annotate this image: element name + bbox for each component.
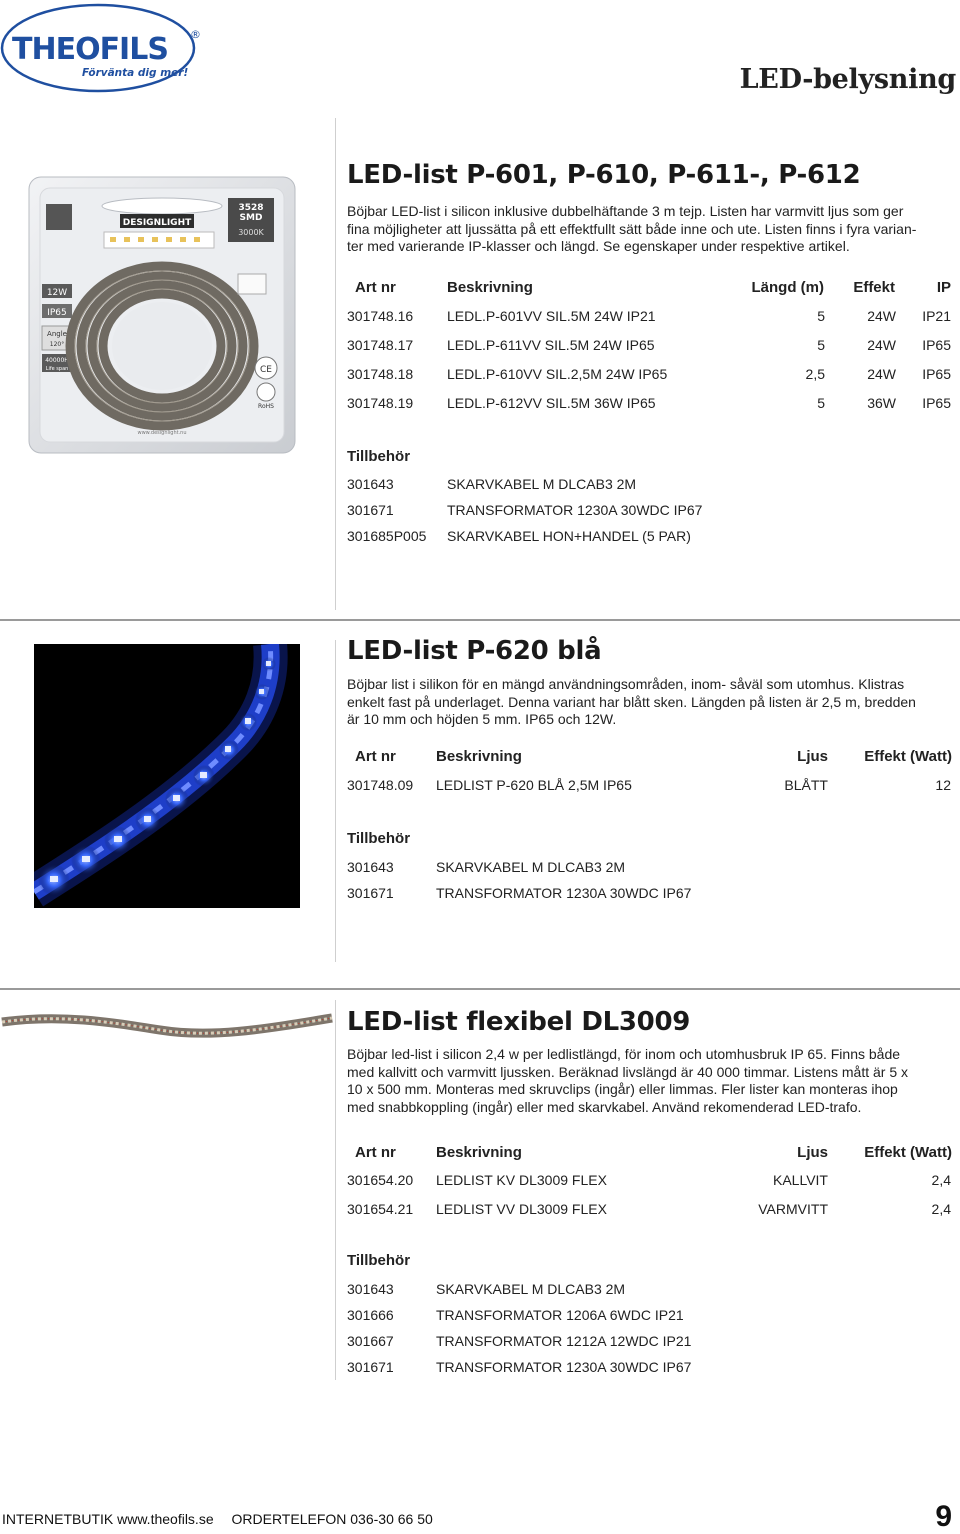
col-header-art: Art nr: [355, 279, 396, 296]
section-description: Böjbar list i silikon för en mängd användningsområden, inom- såväl som utomhus. Klistras enkelt fast på underlaget. Denna variant har blått sken. Längden på listen är 2,5 m, bredden är 10 mm och höjden 5 mm. IP65 och 12W.: [347, 676, 916, 727]
col-header-desc: Beskrivning: [436, 748, 522, 765]
flexible-led-strip-image: [0, 1000, 335, 1060]
svg-text:120°: 120°: [49, 341, 65, 348]
svg-text:3000K: 3000K: [238, 228, 264, 237]
svg-text:CE: CE: [260, 365, 272, 375]
col-header-length: Längd (m): [751, 279, 824, 296]
column-divider: [335, 640, 336, 962]
accessories-title: Tillbehör: [347, 448, 411, 465]
footer-phone: ORDERTELEFON 036-30 66 50: [231, 1511, 433, 1527]
blue-led-strip-image: [34, 644, 300, 908]
col-header-effect: Effekt: [853, 279, 895, 296]
section-description: Böjbar LED-list i silicon inklusive dubbelhäftande 3 m tejp. Listen har varmvitt ljus som ger fina möjligheter att ljussätta på ett effektfullt sätt både inne och ute. Listen finns i fyra varian- ter med varierande IP-klasser och längd. Se egenskaper under respektive artikel.: [347, 203, 917, 254]
accessories-title: Tillbehör: [347, 1252, 411, 1269]
col-header-art: Art nr: [355, 748, 396, 765]
svg-text:3528: 3528: [238, 203, 264, 213]
col-header-ip: IP: [936, 279, 951, 296]
col-header-desc: Beskrivning: [436, 1144, 522, 1161]
svg-text:12W: 12W: [46, 288, 68, 298]
svg-text:Life span: Life span: [45, 366, 69, 372]
footer: [2, 1511, 447, 1527]
svg-text:Förvänta dig mer!: Förvänta dig mer!: [82, 67, 189, 79]
col-header-effect: Effekt (Watt): [864, 1144, 952, 1161]
section-divider: [0, 988, 960, 990]
section-description: Böjbar led-list i silicon 2,4 w per ledlistlängd, för inom och utomhusbruk IP 65. Finns både med kallvitt och varmvitt ljussken. Beräknad livslängd är 40 000 timmar. Listens mått är 5 x 10 x 500 mm. Monteras med skruvclips (ingår) eller limmas. Fler lister kan monteras ihop med snabbkoppling (ingår) eller med skarvkabel. Använd rekomenderad LED-trafo.: [347, 1046, 909, 1115]
svg-text:SMD: SMD: [239, 213, 263, 223]
svg-text:DESIGNLIGHT: DESIGNLIGHT: [122, 218, 192, 228]
svg-text:®: ®: [190, 28, 201, 41]
col-header-effect: Effekt (Watt): [864, 748, 952, 765]
footer-webshop[interactable]: INTERNETBUTIK www.theofils.se: [2, 1511, 214, 1527]
column-divider: [335, 118, 336, 610]
svg-text:www.designlight.nu: www.designlight.nu: [137, 430, 187, 436]
svg-text:THEOFILS: THEOFILS: [12, 32, 168, 67]
col-header-light: Ljus: [797, 1144, 828, 1161]
column-divider: [335, 1000, 336, 1380]
theofils-logo: [0, 0, 210, 96]
col-header-desc: Beskrivning: [447, 279, 533, 296]
section-title: LED-list P-601, P-610, P-611-, P-612: [347, 160, 861, 190]
section-title: LED-list flexibel DL3009: [347, 1007, 691, 1037]
section-divider: [0, 619, 960, 621]
section-title: LED-list P-620 blå: [347, 636, 602, 666]
svg-text:IP65: IP65: [47, 308, 67, 318]
svg-text:RoHS: RoHS: [258, 403, 274, 410]
col-header-light: Ljus: [797, 748, 828, 765]
svg-text:Angle: Angle: [47, 330, 67, 338]
page-title: LED-belysning: [739, 64, 956, 95]
page-number: 9: [935, 1500, 952, 1533]
led-strip-package-image: [28, 176, 296, 454]
accessories-title: Tillbehör: [347, 830, 411, 847]
col-header-art: Art nr: [355, 1144, 396, 1161]
svg-text:40000H: 40000H: [45, 357, 69, 364]
